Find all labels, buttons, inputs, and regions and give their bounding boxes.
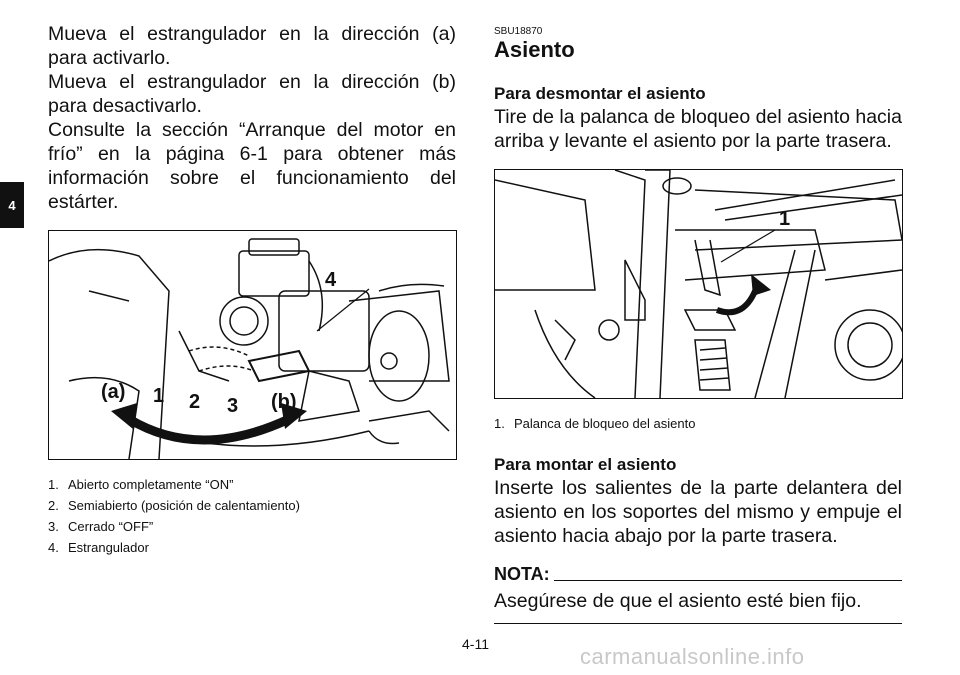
section-title: Asiento [494, 37, 575, 62]
chapter-tab: 4 [0, 182, 24, 228]
caption-item: 2. Semiabierto (posición de calentamiento) [48, 498, 300, 513]
left-column [48, 22, 456, 558]
section-code: SBU18870 [494, 26, 543, 37]
caption-item: 3. Cerrado “OFF” [48, 519, 154, 534]
watermark: carmanualsonline.info [580, 644, 805, 669]
install-seat-text: Inserte los salientes de la parte delantera del asiento en los soportes del mismo y empuje el asiento hacia abajo por la parte trasera. [494, 477, 902, 547]
choke-illustration [48, 230, 457, 460]
note-text: Asegúrese de que el asiento esté bien fijo. [494, 590, 862, 612]
choke-deactivate-text: Mueva el estrangulador en la dirección (b) para desactivarlo. [48, 71, 456, 117]
seat-lock-illustration [494, 169, 903, 399]
direction-a-label: (a) [101, 381, 126, 403]
note-divider [554, 580, 902, 581]
note-end-divider [494, 623, 902, 624]
direction-b-label: (b) [271, 391, 297, 413]
install-seat-heading: Para montar el asiento [494, 455, 677, 474]
caption-item: 4. Estrangulador [48, 540, 149, 555]
caption-item: 1. Abierto completamente “ON” [48, 477, 234, 492]
callout-1: 1 [779, 208, 791, 230]
choke-drawing [49, 231, 456, 459]
seat-caption-list [494, 413, 902, 434]
remove-seat-heading: Para desmontar el asiento [494, 84, 706, 103]
callout-1: 1 [153, 385, 165, 407]
callout-4: 4 [325, 269, 337, 291]
seat-lock-drawing [495, 170, 902, 398]
right-column [494, 22, 902, 624]
caption-item: 1. Palanca de bloqueo del asiento [494, 416, 696, 431]
note-label: NOTA: [494, 564, 550, 584]
choke-caption-list [48, 474, 456, 558]
callout-3: 3 [227, 395, 239, 417]
choke-activate-text: Mueva el estrangulador en la dirección (a) para activarlo. [48, 23, 456, 69]
cold-start-reference-text: Consulte la sección “Arranque del motor en frío” en la página 6-1 para obtener más información sobre el funcionamiento del estárter. [48, 119, 456, 213]
callout-2: 2 [189, 391, 201, 413]
page-number: 4-11 [462, 636, 489, 652]
note-header [494, 564, 902, 585]
remove-seat-text: Tire de la palanca de bloqueo del asiento hacia arriba y levante el asiento por la parte trasera. [494, 106, 902, 152]
